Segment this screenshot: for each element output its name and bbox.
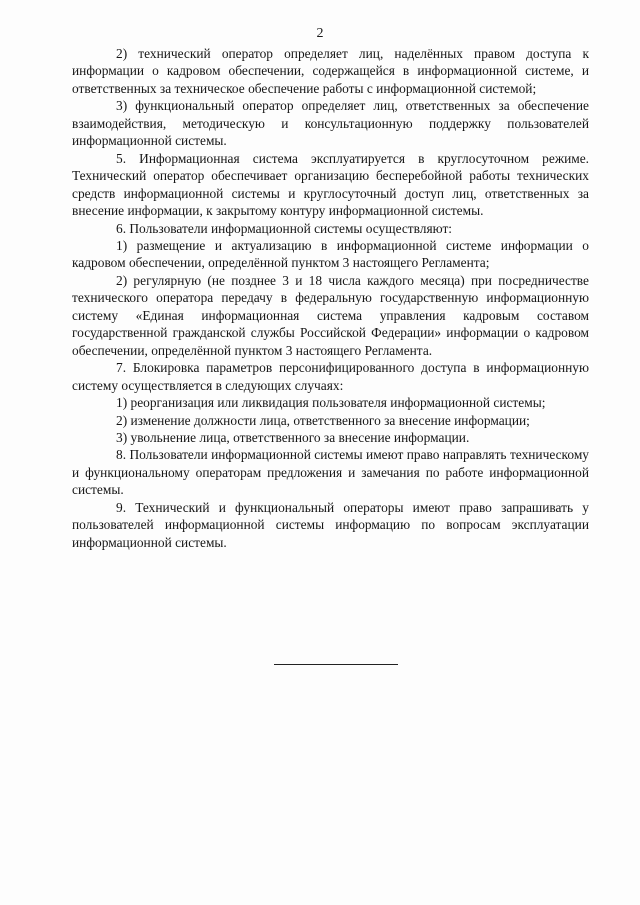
paragraph-item-6-1: 1) размещение и актуализацию в информационной системе информации о кадровом обеспечении, определённой пунктом 3 настоящего Регламента; xyxy=(72,237,589,271)
paragraph-item-7-3: 3) увольнение лица, ответственного за внесение информации. xyxy=(116,429,470,445)
paragraph-item-7: 7. Блокировка параметров персонифицированного доступа в информационную систему осуществляется в следующих случаях: xyxy=(72,360,589,393)
closing-divider-line xyxy=(274,664,398,665)
page-number: 2 xyxy=(316,26,324,41)
paragraph-item-7-2: 2) изменение должности лица, ответственного за внесение информации; xyxy=(116,412,530,428)
paragraph-item-5: 5. Информационная система эксплуатируется в круглосуточном режиме. Технический оператор обеспечивает организацию бесперебойной работы технических средств информационной системы и круглосуточный доступ лиц, ответственных за внесение информации, к закрытому контуру информационной системы. xyxy=(72,150,589,219)
paragraph-functional-operator: 3) функциональный оператор определяет лиц, ответственных за обеспечение взаимодействия, методическую и консультационную поддержку пользователей информационной системы. xyxy=(72,98,589,149)
paragraph-item-7-1: 1) реорганизация или ликвидация пользователя информационной системы; xyxy=(116,395,546,411)
document-body xyxy=(72,45,589,551)
paragraph-item-9: 9. Технический и функциональный операторы имеют право запрашивать у пользователей информационной системы информацию по вопросам эксплуатации информационной системы. xyxy=(72,499,589,550)
paragraph-item-6-heading: 6. Пользователи информационной системы осуществляют: xyxy=(116,220,453,236)
paragraph-item-8: 8. Пользователи информационной системы имеют право направлять техническому и функциональному операторам предложения и замечания по работе информационной системы. xyxy=(72,447,589,498)
paragraph-item-6-2: 2) регулярную (не позднее 3 и 18 числа каждого месяца) при посредничестве технического оператора передачу в федеральную государственную информационную систему «Единая информационная система управления кадровым составом государственной гражданской службы Российской Федерации» информации о кадровом обеспечении, определённой пунктом 3 настоящего Регламента. xyxy=(72,272,589,358)
paragraph-technical-operator: 2) технический оператор определяет лиц, наделённых правом доступа к информации о кадровом обеспечении, содержащейся в информационной системе, и ответственных за техническое обеспечение работы с информационной системой; xyxy=(72,46,589,96)
